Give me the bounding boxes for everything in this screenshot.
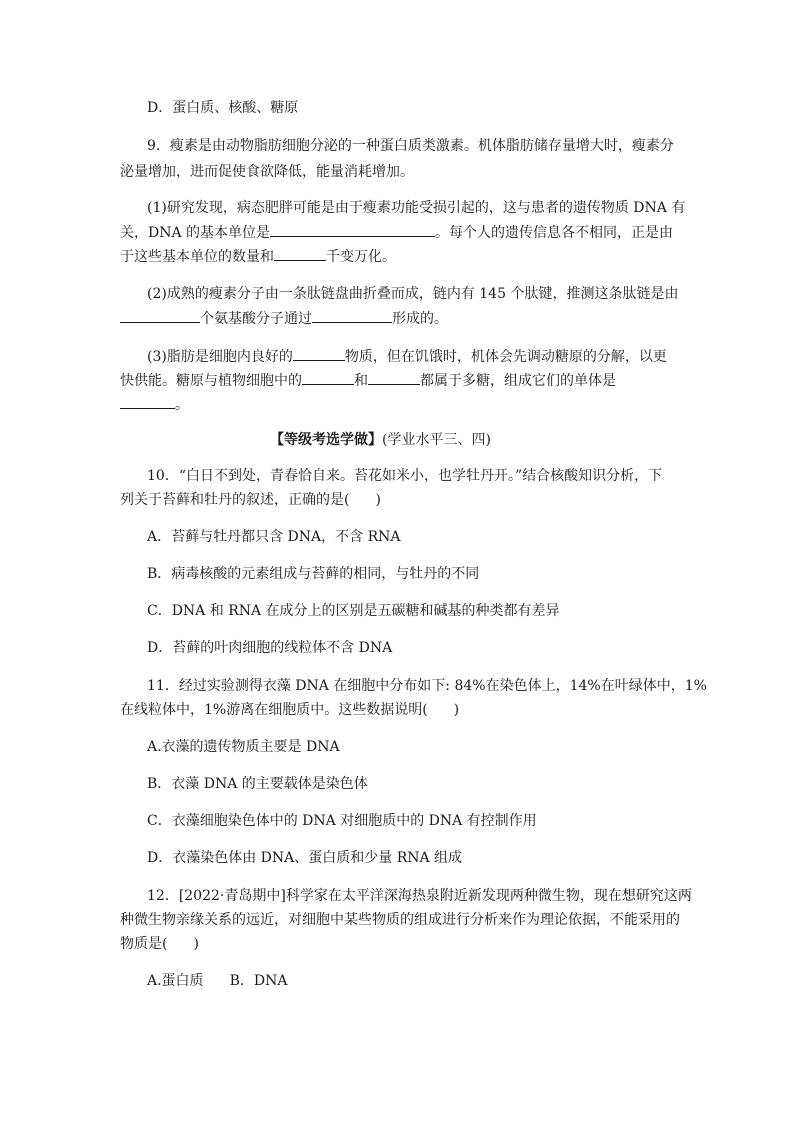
answer-blank: [312, 308, 392, 323]
q11-option-d: D．衣藻染色体由 DNA、蛋白质和少量 RNA 组成: [147, 850, 463, 866]
q9-part1-line2: [120, 222, 673, 242]
answer-blank: [368, 370, 420, 385]
q10-stem-line2-text: 列关于苔藓和牡丹的叙述，正确的是(: [120, 492, 350, 508]
q12-option-a: A.蛋白质: [147, 973, 204, 989]
answer-blank: [274, 246, 326, 261]
q9-part3-line3: [120, 394, 189, 414]
q9-part3-line2-text-b: 和: [354, 373, 368, 389]
q10-option-b: B．病毒核酸的元素组成与苔藓的相同，与牡丹的不同: [147, 566, 480, 582]
q9-part1-line3-text-b: 千变万化。: [326, 249, 396, 265]
answer-blank: [270, 222, 435, 237]
q9-part1-line2-text-a: 关，DNA 的基本单位是: [120, 225, 271, 241]
q9-stem-line1: 9．瘦素是由动物脂肪细胞分泌的一种蛋白质类激素。机体脂肪储存量增大时，瘦素分: [147, 138, 674, 154]
q12-close-paren: ): [193, 936, 199, 952]
q10-stem-line1: 10．“白日不到处，青春恰自来。苔花如米小，也学牡丹开。”结合核酸知识分析，下: [147, 468, 663, 484]
section-title-rest: (学业水平三、四): [382, 432, 491, 448]
q11-option-a: A.衣藻的遗传物质主要是 DNA: [147, 739, 340, 755]
q9-part1-line1: (1)研究发现，病态肥胖可能是由于瘦素功能受损引起的，这与患者的遗传物质 DNA 有: [147, 200, 686, 216]
q9-part1-line3: [120, 246, 396, 266]
answer-blank: [120, 308, 200, 323]
q10-option-c: C．DNA 和 RNA 在成分上的区别是五碳糖和碱基的种类都有差异: [147, 603, 560, 619]
q11-close-paren: ): [453, 702, 460, 718]
answer-blank: [302, 370, 354, 385]
q9-part3-line1: [147, 346, 667, 366]
q9-part3-line1-text-a: (3)脂肪是细胞内良好的: [147, 349, 293, 365]
section-heading: [270, 430, 491, 450]
q9-part1-line2-text-b: 。每个人的遗传信息各不相同，正是由: [435, 225, 674, 241]
q10-stem-line2: [120, 490, 381, 510]
q9-part1-line3-text-a: 于这些基本单位的数量和: [120, 249, 274, 265]
answer-blank: [293, 346, 345, 361]
q10-option-d: D．苔藓的叶肉细胞的线粒体不含 DNA: [147, 640, 393, 656]
q11-stem-line2-text: 在线粒体中，1%游离在细胞质中。这些数据说明(: [120, 702, 428, 718]
q12-options-row: [147, 971, 287, 991]
q10-option-a: A．苔藓与牡丹都只含 DNA，不含 RNA: [147, 529, 401, 545]
q11-option-b: B．衣藻 DNA 的主要载体是染色体: [147, 776, 368, 792]
q12-stem-line3: [120, 934, 199, 954]
answer-blank: [120, 394, 175, 409]
q9-part3-line2: [120, 370, 616, 390]
q9-part3-line3-text: 。: [175, 397, 189, 413]
q12-option-b: B．DNA: [229, 973, 288, 989]
q9-part3-line1-text-b: 物质，但在饥饿时，机体会先调动糖原的分解，以更: [344, 349, 667, 365]
q12-stem-line1: 12．[2022·青岛期中]科学家在太平洋深海热泉附近新发现两种微生物，现在想研究这两: [147, 888, 692, 904]
section-title-bold: 【等级考选学做】: [270, 432, 382, 448]
q9-part2-line2: [120, 308, 448, 328]
q11-option-c: C．衣藻细胞染色体中的 DNA 对细胞质中的 DNA 有控制作用: [147, 813, 537, 829]
q10-close-paren: ): [375, 492, 381, 508]
q12-stem-line2: 种微生物亲缘关系的远近，对细胞中某些物质的组成进行分析来作为理论依据，不能采用的: [120, 912, 680, 928]
q11-stem-line1: 11．经过实验测得衣藻 DNA 在细胞中分布如下: 84%在染色体上，14%在叶绿体中，1%: [147, 678, 707, 694]
q9-part2-line1: (2)成熟的瘦素分子由一条肽链盘曲折叠而成，链内有 145 个肽键，推测这条肽链是由: [147, 286, 679, 302]
q9-part2-line2-text-a: 个氨基酸分子通过: [200, 311, 312, 327]
q9-part3-line2-text-c: 都属于多糖，组成它们的单体是: [420, 373, 616, 389]
q9-stem-line2: 泌量增加，进而促使食欲降低，能量消耗增加。: [120, 164, 414, 180]
q9-part3-line2-text-a: 快供能。糖原与植物细胞中的: [120, 373, 302, 389]
q9-part2-line2-text-b: 形成的。: [392, 311, 448, 327]
q11-stem-line2: [120, 700, 459, 720]
q12-stem-line3-text: 物质是(: [120, 936, 168, 952]
q8-option-d: D．蛋白质、核酸、糖原: [147, 100, 299, 116]
